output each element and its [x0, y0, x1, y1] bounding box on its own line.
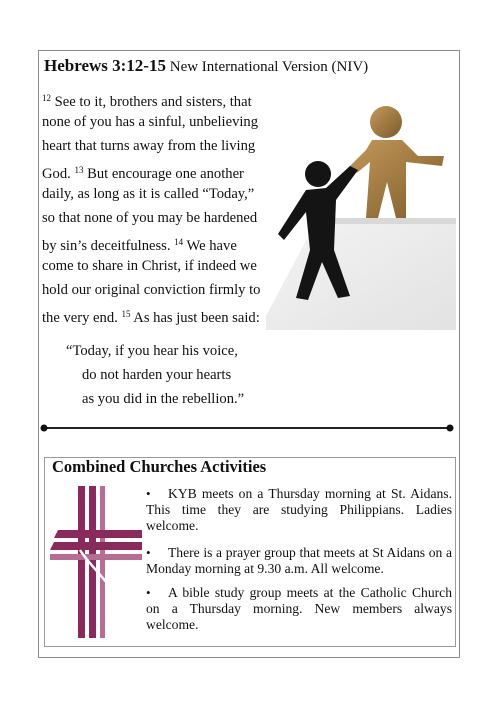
verse-number: 12: [42, 93, 51, 103]
verse-line: the very end. $^{15}$ As has just been said:: [42, 309, 260, 326]
quote-line: do not harden your hearts: [82, 367, 232, 383]
verse-line: God. $^{13}$ But encourage one another: [42, 165, 244, 182]
verse-line: heart that turns away from the living: [42, 138, 256, 154]
verse-line: so that none of you may be hardened: [42, 210, 258, 226]
church-cross-logo: [50, 486, 142, 638]
verse-line: come to share in Christ, if indeed we: [42, 258, 257, 274]
section-divider: [40, 424, 454, 432]
verse-line: hold our original conviction firmly to: [42, 282, 261, 298]
activities-title: Combined Churches Activities: [52, 457, 267, 476]
passage-heading: [44, 56, 368, 76]
quote-line: as you did in the rebellion.”: [82, 391, 245, 407]
verse-line: $^{12}$ See to it, brothers and sisters, that: [42, 93, 252, 110]
quote-line: “Today, if you hear his voice,: [66, 343, 238, 359]
verse-line: none of you has a sinful, unbelieving: [42, 114, 259, 130]
verse-line: by sin’s deceitfulness. $^{14}$ We have: [42, 237, 237, 254]
bullet-icon: •: [146, 486, 151, 501]
verse-number: 13: [74, 165, 84, 175]
bullet-icon: •: [146, 545, 151, 560]
passage-reference: Hebrews 3:12-15: [44, 56, 166, 75]
activity-item: There is a prayer group that meets at St Aidans on a Monday morning at 9.30 a.m. All welcome.: [146, 545, 452, 576]
activity-item: KYB meets on a Thursday morning at St. Aidans. This time they are studying Philippians. Ladies welcome.: [146, 486, 452, 533]
passage-version: New International Version (NIV): [169, 59, 369, 75]
verse-line: daily, as long as it is called “Today,”: [42, 186, 255, 202]
activity-item: A bible study group meets at the Catholic Church on a Thursday morning. New members always welcome.: [146, 585, 452, 632]
helping-hand-figures-image: [266, 100, 456, 330]
verse-number: 14: [174, 237, 184, 247]
bullet-icon: •: [146, 585, 151, 600]
verse-number: 15: [121, 309, 131, 319]
